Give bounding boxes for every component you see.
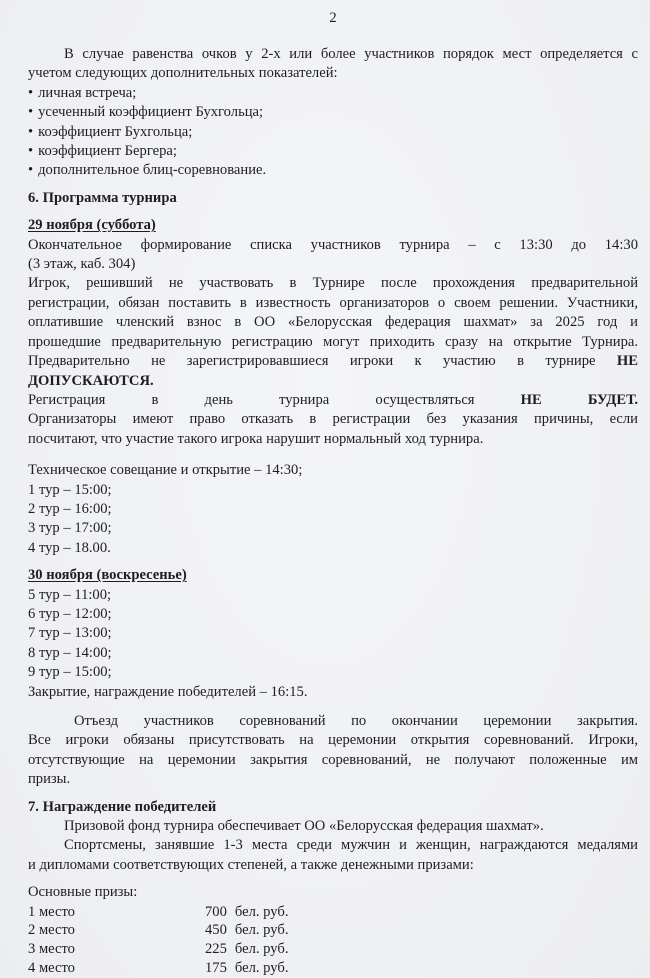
paragraph-line: оплатившие членский взнос в ОО «Белорусская федерация шахмат» за 2025 год и [28, 314, 638, 331]
list-item-text: усеченный коэффициент Бухгольца; [38, 104, 264, 121]
prize-fund-line: Призовой фонд турнира обеспечивает ОО «Белорусская федерация шахмат». [64, 818, 544, 835]
prize-currency: бел. руб. [234, 922, 289, 939]
prize-row [28, 903, 638, 922]
paragraph-line: Все игроки обязаны присутствовать на церемонии открытия соревнований. Игроки, [28, 732, 638, 749]
schedule-line: 1 тур – 15:00; [28, 481, 112, 498]
schedule-line: 3 тур – 17:00; [28, 520, 112, 537]
schedule-line: Техническое совещание и открытие – 14:30; [28, 462, 303, 479]
paragraph-line: Игрок, решивший не участвовать в Турнире после прохождения предварительной [28, 275, 638, 292]
tiebreak-paragraph [28, 45, 638, 84]
paragraph-line: Предварительно не зарегистрировавшиеся игроки к участию в турнире НЕ [28, 353, 638, 370]
schedule-line: 2 тур – 16:00; [28, 500, 112, 517]
section-heading-program: 6. Программа турнира [28, 189, 177, 206]
paragraph-line: Регистрация в день турнира осуществляться НЕ БУДЕТ. [28, 391, 638, 408]
prize-row [28, 940, 638, 959]
bullet-icon: • [28, 84, 34, 101]
section-heading-awards: 7. Награждение победителей [28, 798, 217, 815]
bullet-icon: • [28, 123, 34, 140]
not-admitted-emphasis: НЕ [616, 353, 638, 370]
paragraph-line [28, 372, 638, 391]
prize-place: 1 место [28, 903, 75, 920]
paragraph-line: Спортсмены, занявшие 1-3 места среди мужчин и женщин, награждаются медалями [64, 837, 638, 854]
paragraph-line: регистрации, обязан поставить в известность организаторов о своем решении. Участники, [28, 294, 638, 311]
schedule-line: 4 тур – 18.00. [28, 539, 111, 556]
list-item-text: личная встреча; [38, 84, 137, 101]
list-item [28, 103, 638, 122]
bullet-icon: • [28, 143, 34, 160]
schedule-day2 [28, 586, 638, 702]
schedule-line: 6 тур – 12:00; [28, 605, 112, 622]
list-item [28, 84, 638, 103]
prize-row [28, 921, 638, 940]
prize-currency: бел. руб. [234, 903, 289, 920]
prize-amount: 450 [205, 922, 227, 939]
departure-paragraph [28, 712, 638, 790]
prize-currency: бел. руб. [234, 941, 289, 958]
prize-place: 2 место [28, 922, 75, 939]
prize-amount: 225 [205, 941, 227, 958]
paragraph-line: и дипломами соответствующих степеней, а также денежными призами: [28, 856, 474, 873]
prize-table [28, 883, 638, 978]
paragraph-line: прошедшие предварительную регистрацию могут приходить сразу на открытие Турнира. [28, 333, 638, 350]
bullet-icon: • [28, 104, 34, 121]
no-registration-emphasis: НЕ БУДЕТ. [520, 391, 638, 408]
not-admitted-emphasis: ДОПУСКАЮТСЯ. [28, 372, 154, 389]
list-item-text: коэффициент Бухгольца; [38, 123, 193, 140]
list-item-text: коэффициент Бергера; [38, 143, 177, 160]
bullet-icon: • [28, 162, 34, 179]
paragraph-line: Окончательное формирование списка участников турнира – с 13:30 до 14:30 [28, 236, 638, 253]
list-item [28, 123, 638, 142]
prize-row [28, 959, 638, 978]
date-heading-nov29: 29 ноября (суббота) [28, 217, 156, 234]
prize-amount: 700 [205, 903, 227, 920]
paragraph-line: учетом следующих дополнительных показателей: [28, 65, 338, 82]
schedule-line: 7 тур – 13:00; [28, 625, 112, 642]
schedule-line: 5 тур – 11:00; [28, 586, 112, 603]
list-item [28, 161, 638, 180]
schedule-line: 9 тур – 15:00; [28, 664, 112, 681]
date-heading-nov30: 30 ноября (воскресенье) [28, 567, 187, 584]
paragraph-line: призы. [28, 771, 71, 788]
paragraph-line: посчитают, что участие такого игрока нарушит нормальный ход турнира. [28, 430, 484, 447]
forming-paragraph [28, 236, 638, 275]
list-item-text: дополнительное блиц-соревнование. [38, 162, 267, 179]
paragraph-line: Организаторы имеют право отказать в регистрации без указания причины, если [28, 411, 638, 428]
paragraph-line: отсутствующие на церемонии закрытия соревнований, не получают положенные им [28, 751, 638, 768]
list-item [28, 142, 638, 161]
paragraph-line: В случае равенства очков у 2-х или более участников порядок мест определяется с [64, 46, 638, 62]
paragraph-line: Отъезд участников соревнований по окончании церемонии закрытия. [74, 713, 638, 729]
prize-place: 3 место [28, 941, 75, 958]
registration-paragraph [28, 391, 638, 449]
schedule-day1 [28, 461, 638, 558]
page-number: 2 [329, 10, 337, 26]
schedule-line: 8 тур – 14:00; [28, 644, 112, 661]
prize-table-title: Основные призы: [28, 884, 138, 901]
prize-currency: бел. руб. [234, 960, 289, 977]
player-withdrawal-paragraph [28, 274, 638, 390]
prize-amount: 175 [205, 960, 227, 977]
prize-place: 4 место [28, 960, 75, 977]
tiebreak-list [28, 84, 638, 181]
paragraph-line: (3 этаж, каб. 304) [28, 256, 136, 273]
schedule-line: Закрытие, награждение победителей – 16:15. [28, 683, 308, 700]
medals-paragraph [28, 836, 638, 875]
